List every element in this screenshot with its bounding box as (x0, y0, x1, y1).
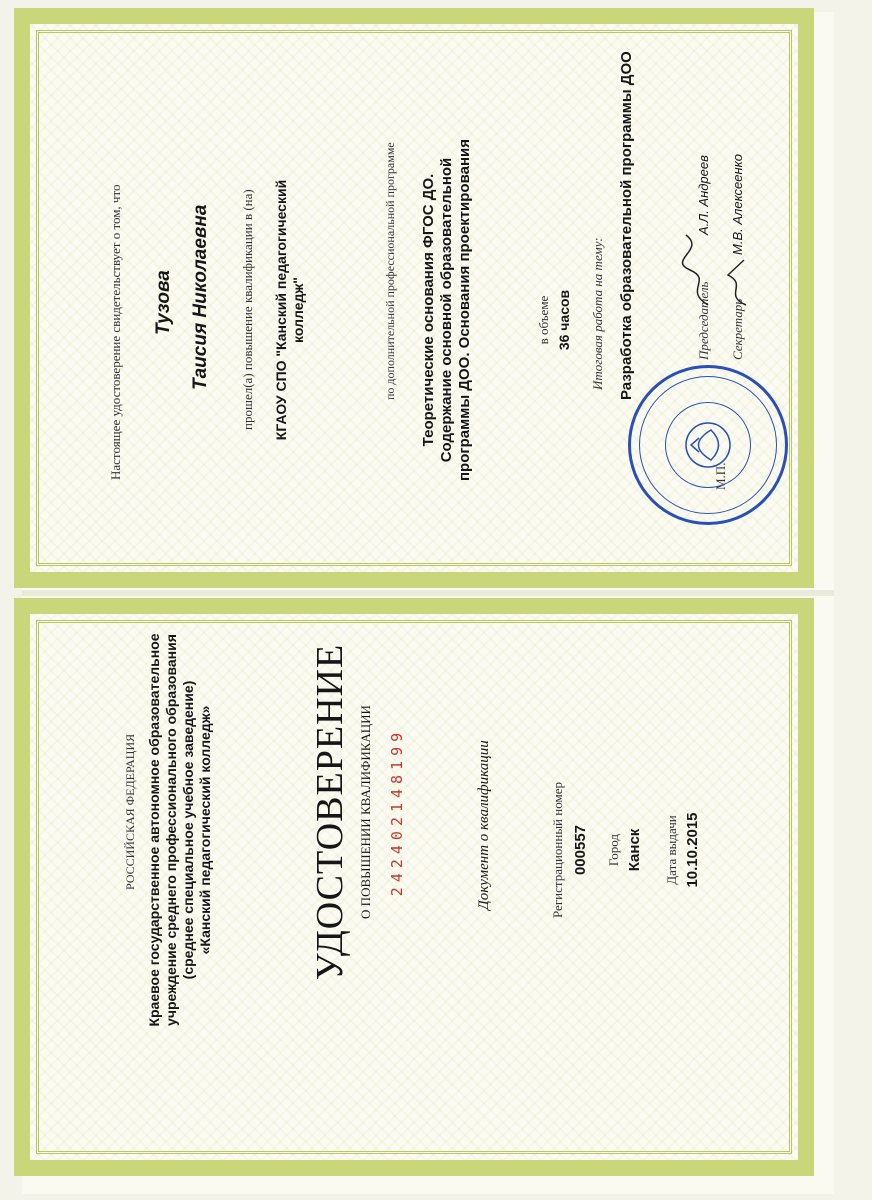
reg-number: 000557 (572, 824, 589, 876)
chairman-name: А.Л. Андреев (696, 155, 711, 235)
final-work-title: Разработка образовательной программы ДОО (618, 51, 635, 400)
city: Канск (626, 828, 643, 872)
certificate-content (28, 20, 828, 1190)
chairman-signature (678, 230, 718, 310)
final-work-label: Итоговая работа на тему: (590, 237, 605, 390)
program-line: Содержание основной образовательной (438, 157, 455, 463)
institution-line: (среднее специальное учебное заведение) (180, 680, 196, 980)
organization-name (273, 160, 307, 460)
volume-value: 36 часов (556, 289, 572, 351)
program-intro: по дополнительной профессиональной программе (383, 142, 397, 400)
seal-emblem-icon (631, 368, 785, 522)
secretary-label: Секретарь (730, 298, 745, 360)
chairman-label: Председатель (696, 281, 711, 360)
reg-number-label: Регистрационный номер (550, 782, 565, 918)
passed-text: прошел(а) повышение квалификации в (на) (240, 189, 255, 430)
official-seal (628, 365, 788, 525)
program-line: Теоретические основания ФГОС ДО. (420, 173, 437, 447)
program-line: программы ДОО. Основания проектирования (456, 139, 473, 481)
institution-line: Краевое государственное автономное образовательное (146, 633, 162, 1027)
org-line: КГАОУ СПО "Канский педагогический (273, 179, 289, 441)
volume-label: в объеме (536, 295, 551, 345)
country-label: РОССИЙСКАЯ ФЕДЕРАЦИЯ (123, 733, 137, 890)
program-title (420, 100, 474, 520)
issue-date: 10.10.2015 (684, 812, 701, 888)
intro-text: Настоящее удостоверение свидетельствует о том, что (108, 184, 123, 480)
document-type: Документ о квалификации (476, 740, 492, 910)
seal-place-label: М.П. (713, 462, 728, 490)
document-subtitle: О ПОВЫШЕНИИ КВАЛИФИКАЦИИ (358, 705, 373, 919)
institution-name (146, 590, 214, 1070)
secretary-signature (718, 250, 754, 310)
institution-line: учреждение среднего профессионального образования (163, 634, 179, 1026)
institution-line: «Канский педагогический колледж» (197, 705, 213, 955)
issue-date-label: Дата выдачи (664, 815, 679, 885)
city-label: Город (606, 833, 621, 867)
serial-number: 242402148199 (388, 727, 406, 897)
org-line: колледж" (290, 277, 306, 343)
secretary-name: М.В. Алексеенко (730, 153, 745, 255)
recipient-surname: Тузова (153, 270, 174, 335)
document-title: УДОСТОВЕРЕНИЕ (309, 643, 351, 981)
recipient-name: Таисия Николаевна (190, 204, 211, 390)
